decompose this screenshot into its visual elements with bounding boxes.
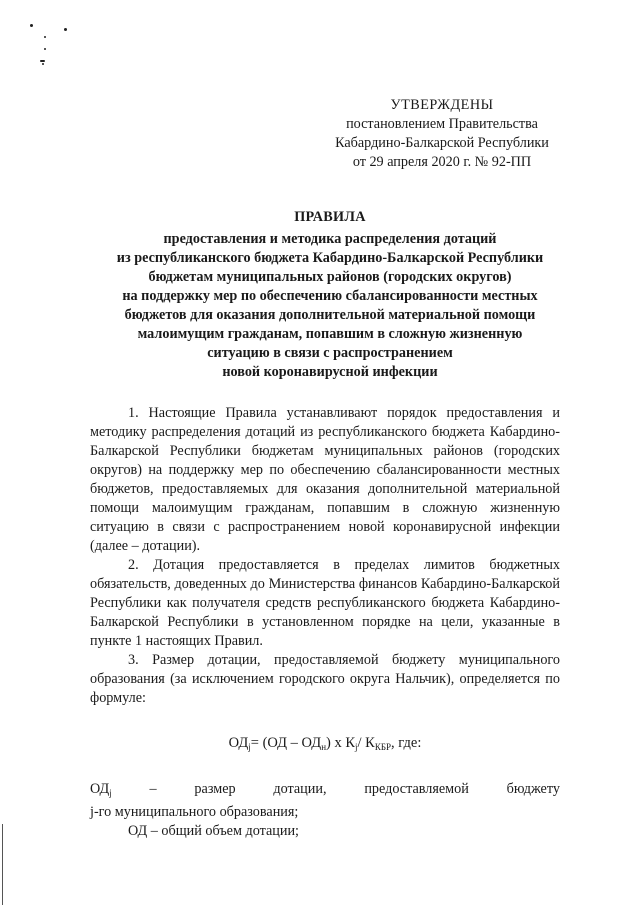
formula-sub-kbr: КБР: [374, 742, 392, 752]
definition-od-j: [90, 780, 560, 803]
scan-dot: [44, 36, 46, 38]
title-line: бюджетов для оказания дополнительной материальной помощи: [124, 307, 536, 323]
approval-stamp-block: [318, 96, 566, 172]
approval-line: Кабардино-Балкарской Республики: [335, 135, 549, 151]
formula-sub-j: j: [248, 742, 251, 752]
scan-dot: [44, 48, 46, 50]
title-line: ситуацию в связи с распространением: [207, 345, 453, 361]
title-line: новой коронавирусной инфекции: [222, 364, 438, 380]
def-symbol-text: ОД: [90, 781, 110, 797]
formula-sub-j2: j: [355, 742, 358, 752]
scan-dot: [40, 60, 45, 62]
definition-od-j-line2: j-го муниципального образования;: [90, 804, 299, 820]
approval-title: УТВЕРЖДЕНЫ: [390, 97, 494, 113]
title-heading: ПРАВИЛА: [294, 209, 366, 225]
definition-od: ОД – общий объем дотации;: [128, 823, 300, 839]
approval-line: постановлением Правительства: [346, 116, 538, 132]
formula-tail: , где:: [391, 735, 422, 751]
def-word: дотации,: [273, 781, 327, 797]
approval-line: от 29 апреля 2020 г. № 92-ПП: [352, 154, 532, 170]
formula-slash-k: / К: [357, 735, 375, 751]
formula: [90, 734, 560, 757]
scan-dot: [30, 24, 33, 27]
title-line: на поддержку мер по обеспечению сбалансированности местных: [122, 288, 538, 304]
title-line: из республиканского бюджета Кабардино-Балкарской Республики: [116, 250, 544, 266]
scan-edge-line: [2, 824, 3, 905]
def-symbol-sub: j: [109, 788, 112, 798]
scan-dot: [42, 63, 44, 65]
document-title: [0, 208, 640, 382]
formula-middle: = (ОД – ОД: [250, 735, 322, 751]
def-word: бюджету: [506, 781, 560, 797]
scan-dot: [64, 28, 67, 31]
title-line: малоимущим гражданам, попавшим в сложную жизненную: [137, 326, 523, 342]
formula-xk: ) х К: [326, 735, 356, 751]
def-word: размер: [194, 781, 236, 797]
formula-sub-n: н: [321, 742, 327, 752]
paragraph-2: 2. Дотация предоставляется в пределах лимитов бюджетных обязательств, доведенных до Министерства финансов Кабардино-Балкарской Республики как получателя средств республиканского бюджета Кабардино-Балкарской Республики в установленном порядке на цели, указанные в пункте 1 настоящих Правил.: [90, 557, 560, 649]
title-line: предоставления и методика распределения дотаций: [163, 231, 497, 247]
paragraph-1: 1. Настоящие Правила устанавливают порядок предоставления и методику распределения дотаций из республиканского бюджета Кабардино-Балкарской Республики бюджетам муниципальных районов (городских округов) на поддержку мер по обеспечению сбалансированности местных бюджетов, предоставляемых для оказания дополнительной материальной помощи малоимущим гражданам, попавшим в сложную жизненную ситуацию в связи с распространением новой коронавирусной инфекции (далее – дотации).: [90, 405, 560, 554]
def-symbol: [90, 780, 112, 803]
formula-od: ОД: [228, 735, 249, 751]
title-line: бюджетам муниципальных районов (городских округов): [148, 269, 512, 285]
def-word: предоставляемой: [364, 781, 469, 797]
document-body: [90, 404, 560, 841]
def-dash: –: [149, 781, 157, 797]
paragraph-3: 3. Размер дотации, предоставляемой бюджету муниципального образования (за исключением городского округа Нальчик), определяется по формуле:: [90, 652, 560, 706]
